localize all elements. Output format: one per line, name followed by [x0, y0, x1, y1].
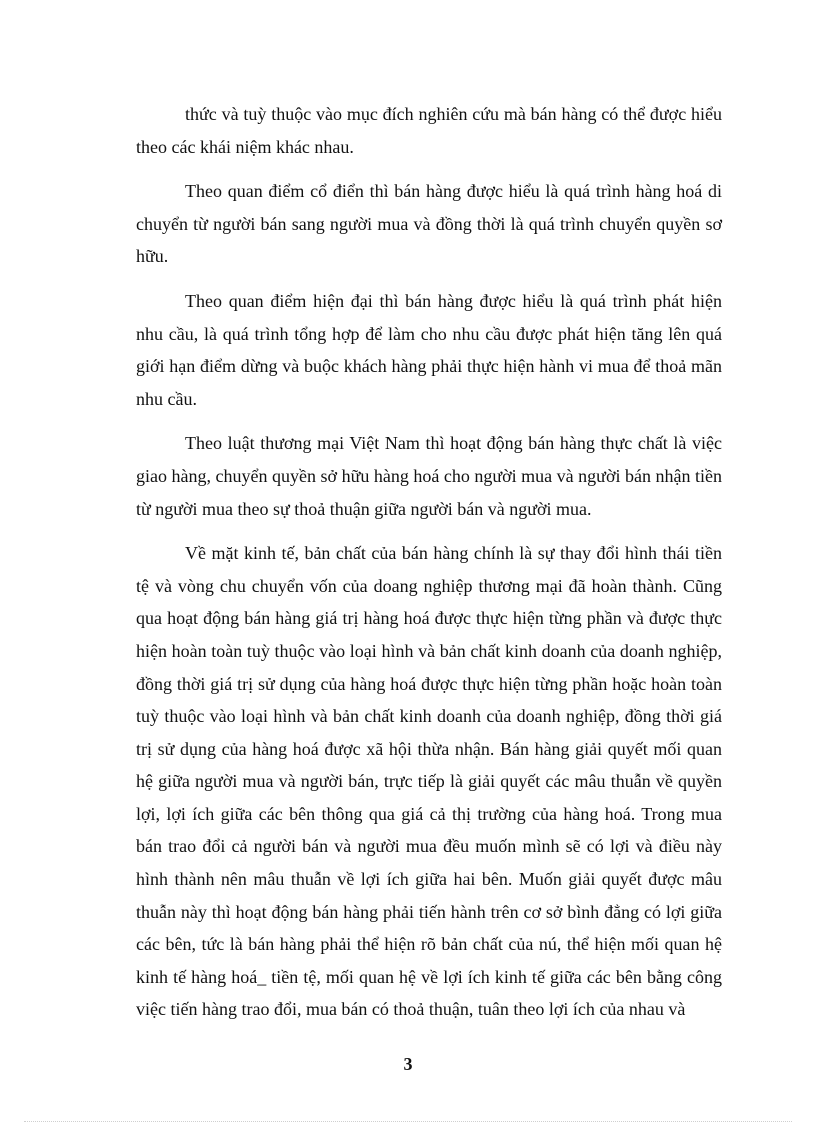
paragraph-4: Theo luật thương mại Việt Nam thì hoạt động bán hàng thực chất là việc giao hàng, chuyển quyền sở hữu hàng hoá cho người mua và người bán nhận tiền từ người mua theo sự thoả thuận giữa người bán và người mua. — [136, 433, 722, 519]
paragraph-2: Theo quan điểm cổ điển thì bán hàng được hiểu là quá trình hàng hoá di chuyển từ người bán sang người mua và đồng thời là quá trình chuyển quyền sơ hữu. — [136, 181, 722, 267]
text-body — [136, 98, 722, 1038]
page-bottom-rule — [24, 1121, 792, 1122]
page-number: 3 — [403, 1054, 413, 1074]
paragraph-3: Theo quan điểm hiện đại thì bán hàng được hiểu là quá trình phát hiện nhu cầu, là quá trình tổng hợp để làm cho nhu cầu được phát hiện tăng lên quá giới hạn điểm dừng và buộc khách hàng phải thực hiện hành vi mua để thoả mãn nhu cầu. — [136, 290, 722, 409]
paragraph-1: thức và tuỳ thuộc vào mục đích nghiên cứu mà bán hàng có thể được hiểu theo các khái niệm khác nhau. — [136, 104, 722, 157]
paragraph-5: Về mặt kinh tế, bản chất của bán hàng chính là sự thay đổi hình thái tiền tệ và vòng chu chuyển vốn của doang nghiệp thương mại đã hoàn thành. Cũng qua hoạt động bán hàng giá trị hàng hoá được thực hiện từng phần và được thực hiện hoàn toàn tuỳ thuộc vào loại hình và bản chất kinh doanh của doanh nghiệp, đồng thời giá trị sử dụng của hàng hoá được thực hiện từng phần hoặc hoàn toàn tuỳ thuộc vào loại hình và bản chất kinh doanh của doanh nghiệp, đồng thời giá trị sử dụng của hàng hoá được xã hội thừa nhận. Bán hàng giải quyết mối quan hệ giữa người mua và người bán, trực tiếp là giải quyết các mâu thuẫn về quyền lợi, lợi ích giữa các bên thông qua giá cả thị trường của hàng hoá. Trong mua bán trao đổi cả người bán và người mua đều muốn mình sẽ có lợi và điều này hình thành nên mâu thuẫn về lợi ích giữa hai bên. Muốn giải quyết được mâu thuẫn này thì hoạt động bán hàng phải tiến hành trên cơ sở bình đẳng có lợi giữa các bên, tức là bán hàng phải thể hiện rõ bản chất của nú, thể hiện mối quan hệ kinh tế hàng hoá_ tiền tệ, mối quan hệ về lợi ích kinh tế giữa các bên bằng công việc tiến hàng trao đổi, mua bán có thoả thuận, tuân theo lợi ích của nhau và — [136, 543, 722, 1020]
